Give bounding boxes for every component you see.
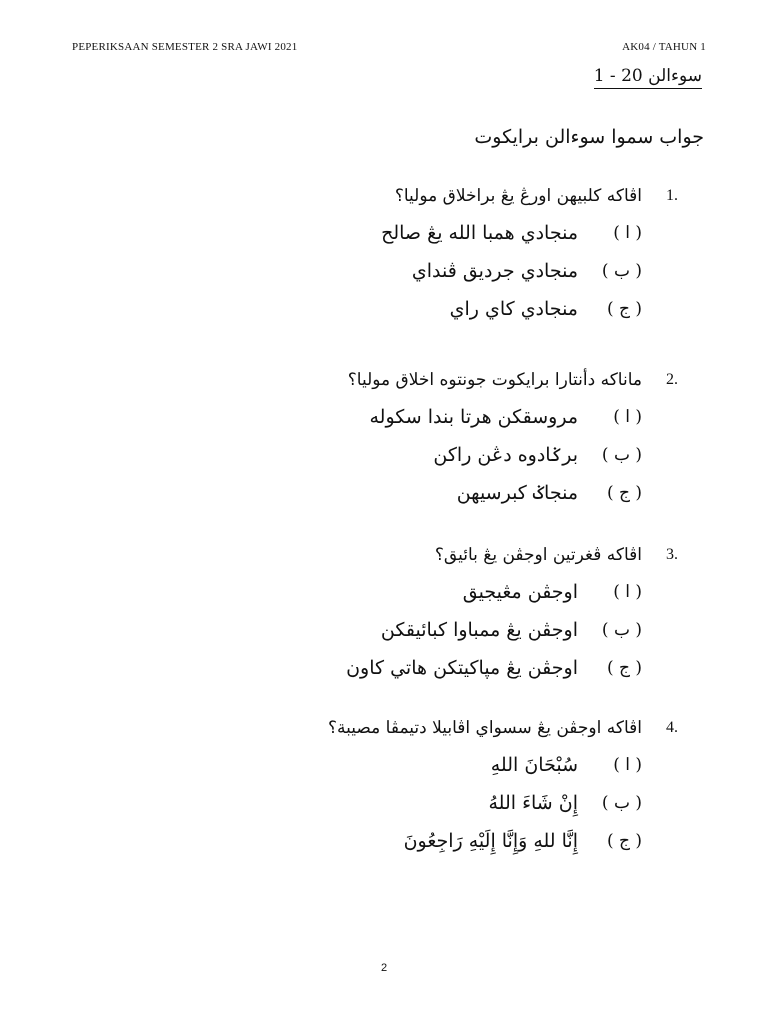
question-number: 1. [666, 187, 678, 204]
question-1 [104, 178, 704, 328]
option-a [104, 214, 704, 252]
question-text: اڤاكه كلبيهن اورڠ يڠ براخلاق موليا؟ [394, 186, 642, 206]
option-text: برݢادوه دڠن راكن [433, 444, 578, 466]
option-label: ( ا ) [613, 407, 642, 427]
question-text: اڤاكه ڤغرتين اوجڤن يڠ بائيق؟ [434, 545, 642, 565]
option-b [104, 252, 704, 290]
option-b [104, 436, 704, 474]
option-a [104, 746, 704, 784]
option-a [104, 398, 704, 436]
option-label: ( ا ) [613, 755, 642, 775]
question-number: 2. [666, 371, 678, 388]
option-text: اوجڤن يڠ ممباوا كبائيقكن [380, 619, 578, 641]
option-label: ( ج ) [606, 483, 642, 503]
option-text: سُبْحَانَ اللهِ [490, 754, 578, 776]
question-number: 4. [666, 719, 678, 736]
option-label: ( ا ) [613, 582, 642, 602]
exam-header-code: AK04 / TAHUN 1 [622, 41, 706, 53]
option-label: ( ب ) [601, 445, 642, 465]
question-3 [104, 537, 704, 687]
option-text: إِنْ شَاءَ اللهُ [488, 792, 578, 814]
question-text: ماناكه دأنتارا برايكوت جونتوه اخلاق موليا؟ [347, 370, 642, 390]
option-text: منجادي كاي راي [449, 298, 578, 320]
question-number: 3. [666, 546, 678, 563]
option-label: ( ب ) [601, 261, 642, 281]
instruction-text: جواب سموا سوءالن برايكوت [474, 126, 704, 148]
option-text: منجادي همبا الله يڠ صالح [381, 222, 578, 244]
option-text: مروسقكن هرتا بندا سكوله [369, 406, 578, 428]
option-a [104, 573, 704, 611]
option-c [104, 290, 704, 328]
option-text: اوجڤن مڠيجيق [462, 581, 578, 603]
exam-header-title: PEPERIKSAAN SEMESTER 2 SRA JAWI 2021 [72, 41, 298, 53]
section-title: سوءالن 20 - 1 [594, 66, 702, 89]
option-text: إِنَّا للهِ وَإِنَّا إِلَيْهِ رَاجِعُونَ [403, 830, 578, 852]
option-text: منجاݢ كبرسيهن [456, 482, 578, 504]
option-text: اوجڤن يڠ مپاكيتكن هاتي كاون [346, 657, 578, 679]
question-4 [104, 710, 704, 860]
option-c [104, 649, 704, 687]
option-c [104, 822, 704, 860]
option-label: ( ج ) [606, 831, 642, 851]
option-label: ( ا ) [613, 223, 642, 243]
question-text: اڤاكه اوجڤن يڠ سسواي اڤابيلا دتيمڤا مصيبة؟ [328, 718, 642, 738]
option-label: ( ج ) [606, 658, 642, 678]
option-label: ( ج ) [606, 299, 642, 319]
option-label: ( ب ) [601, 620, 642, 640]
page-number: 2 [380, 962, 388, 974]
option-b [104, 611, 704, 649]
option-text: منجادي جرديق ڤنداي [411, 260, 578, 282]
question-2 [104, 362, 704, 512]
option-label: ( ب ) [601, 793, 642, 813]
option-b [104, 784, 704, 822]
option-c [104, 474, 704, 512]
